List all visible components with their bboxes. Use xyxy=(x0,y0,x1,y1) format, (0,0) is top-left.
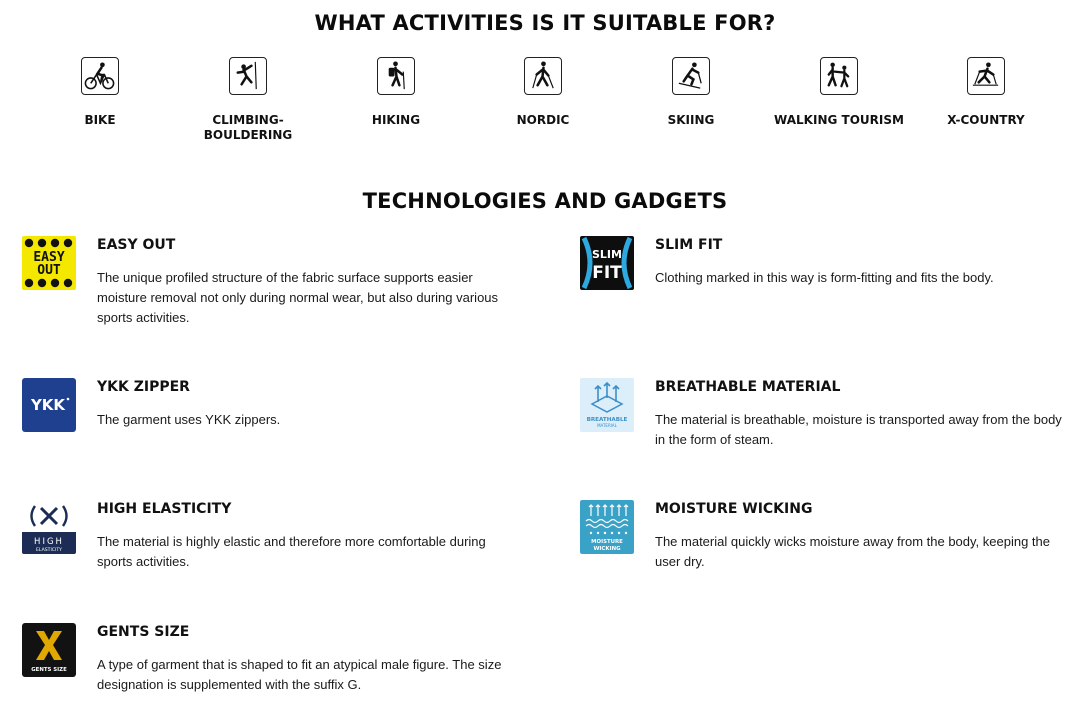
activity-label: SKIING xyxy=(667,113,715,127)
tech-name: YKK ZIPPER xyxy=(97,379,190,395)
tech-description: Clothing marked in this way is form-fitting and fits the body. xyxy=(655,270,994,285)
hiking-icon xyxy=(377,57,415,95)
skiing-icon xyxy=(672,57,710,95)
tech-name: GENTS SIZE xyxy=(97,624,190,640)
tech-name: BREATHABLE MATERIAL xyxy=(655,379,841,395)
svg-text:BREATHABLE: BREATHABLE xyxy=(586,417,628,423)
activity-label: NORDIC xyxy=(516,113,570,127)
svg-text:YKK: YKK xyxy=(30,396,66,414)
ykk-icon xyxy=(22,378,76,432)
activity-x-country xyxy=(911,57,1061,128)
activity-label: WALKING TOURISM xyxy=(774,113,904,127)
tech-description: A type of garment that is shaped to fit an atypical male figure. The size designation is supplemented with the suffix G. xyxy=(97,657,502,692)
activity-label: BIKE xyxy=(84,113,116,127)
high-elasticity-icon xyxy=(22,500,76,554)
activity-skiing xyxy=(616,57,766,128)
gents-size-icon xyxy=(22,623,76,677)
tech-description: The unique profiled structure of the fabric surface supports easier moisture removal not only during normal wear, but also during various sports activities. xyxy=(97,270,499,325)
svg-text:OUT: OUT xyxy=(37,263,61,278)
tech-name: MOISTURE WICKING xyxy=(655,501,813,517)
activity-label: X-COUNTRY xyxy=(947,113,1025,127)
activity-label: CLIMBING- BOULDERING xyxy=(203,113,293,142)
tech-name: SLIM FIT xyxy=(655,237,723,253)
svg-text:MOISTURE: MOISTURE xyxy=(591,539,623,545)
bike-icon xyxy=(81,57,119,95)
svg-text:EASY: EASY xyxy=(33,250,65,265)
activity-nordic xyxy=(468,57,618,128)
activity-hiking xyxy=(321,57,471,128)
svg-text:SLIM: SLIM xyxy=(592,248,622,261)
tech-name: HIGH ELASTICITY xyxy=(97,501,232,517)
climbing-icon xyxy=(229,57,267,95)
activity-bike xyxy=(25,57,175,128)
tech-description: The material is breathable, moisture is transported away from the body in the form of steam. xyxy=(655,412,1062,447)
activities-title: WHAT ACTIVITIES IS IT SUITABLE FOR? xyxy=(314,11,776,35)
tech-description: The material quickly wicks moisture away from the body, keeping the user dry. xyxy=(655,534,1050,569)
technologies-title: TECHNOLOGIES AND GADGETS xyxy=(362,189,728,213)
tech-description: The material is highly elastic and therefore more comfortable during sports activities. xyxy=(97,534,486,569)
walking-tourism-icon xyxy=(820,57,858,95)
svg-text:WICKING: WICKING xyxy=(593,546,621,552)
svg-text:ELASTICITY: ELASTICITY xyxy=(36,548,62,553)
tech-name: EASY OUT xyxy=(97,237,176,253)
nordic-walking-icon xyxy=(524,57,562,95)
activity-climbing xyxy=(173,57,323,143)
slim-fit-icon xyxy=(580,236,634,290)
activity-label: HIKING xyxy=(371,113,421,127)
breathable-icon xyxy=(580,378,634,432)
tech-description: The garment uses YKK zippers. xyxy=(97,412,281,427)
cross-country-icon xyxy=(967,57,1005,95)
svg-text:GENTS SIZE: GENTS SIZE xyxy=(31,667,67,673)
moisture-wicking-icon xyxy=(580,500,634,554)
easy-out-icon xyxy=(22,236,76,290)
svg-text:MATERIAL: MATERIAL xyxy=(597,423,617,428)
activity-walking-tourism xyxy=(764,57,914,128)
svg-text:FIT: FIT xyxy=(592,263,622,283)
svg-text:HIGH: HIGH xyxy=(34,537,64,547)
